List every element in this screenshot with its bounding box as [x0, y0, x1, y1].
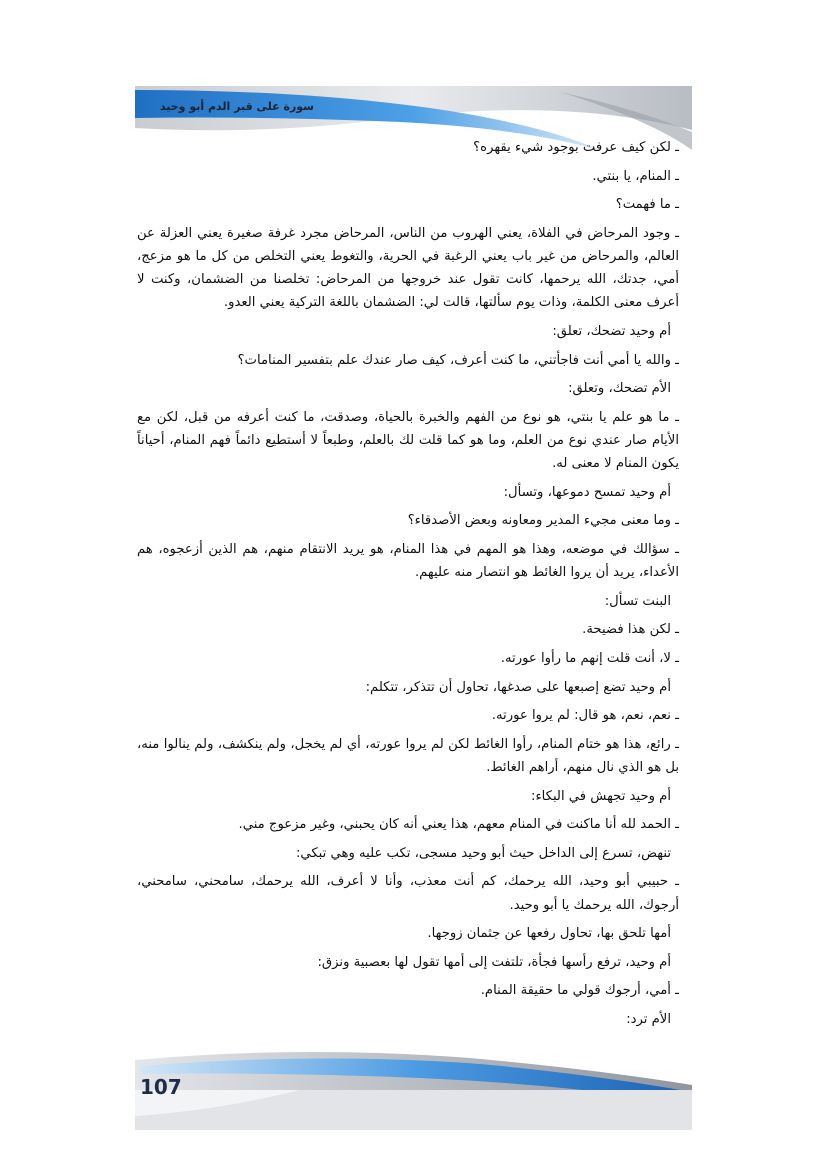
paragraph: ـ حبيبي أبو وحيد، الله يرحمك، كم أنت معذب، وأنا لا أعرف، الله يرحمك، سامحني، سامحني، أرجوك، الله يرحمك يا أبو وحيد. [137, 874, 679, 913]
paragraph: ـ سؤالك في موضعه، وهذا هو المهم في هذا المنام، هو يريد الانتقام منهم، هم الذين أزعجوه، هم الأعداء، يريد أن يروا الغائط هو انتصار منه عليهم. [137, 541, 679, 581]
paragraph: ـ رائع، هذا هو ختام المنام، رأوا الغائط لكن لم يروا عورته، أي لم يخجل، ولم ينكشف، ولم ينالوا منه، بل هو الذي نال منهم، أراهم الغائط. [137, 736, 679, 775]
paragraph: تنهض، تسرع إلى الداخل حيث أبو وحيد مسجى، تكب عليه وهي تبكي: [295, 845, 671, 861]
paragraph: الأم ترد: [626, 1011, 671, 1027]
paragraph: ـ ما فهمت؟ [615, 197, 679, 213]
running-header: سورة على قبر الدم أبو وحيد [159, 100, 314, 113]
paragraph: البنت تسأل: [604, 593, 671, 609]
paragraph: أم وحيد تضع إصبعها على صدغها، تحاول أن تتذكر، تتكلم: [365, 679, 671, 695]
paragraph: ـ لكن كيف عرفت بوجود شيء يقهره؟ [473, 140, 679, 155]
paragraph: ـ لكن هذا فضيحة. [582, 622, 679, 638]
paragraph: ـ الحمد لله أنا ماكنت في المنام معهم، هذا يعني أنه كان يحبني، وغير مزعوج مني. [238, 817, 679, 833]
footer-swoosh-decoration [0, 1030, 827, 1170]
body-text [137, 136, 689, 1036]
paragraph: ـ المنام، يا بنتي. [592, 168, 679, 184]
paragraph: أم وحيد تجهش في البكاء: [531, 788, 671, 804]
paragraph: ـ ما هو علم يا بنتي، هو نوع من الفهم والخبرة بالحياة، وصدقت، ما كنت أعرفه من قبل، لكن مع الأيام صار عندي نوع من العلم، وما هو كما قلت لك بالعلم، وطبعاً لا أستطيع دائماً فهم المنام، أحياناً يكون المنام لا معنى له. [137, 409, 679, 472]
paragraph: الأم تضحك، وتعلق: [568, 381, 671, 397]
paragraph: ـ نعم، نعم، هو قال: لم يروا عورته. [491, 708, 679, 724]
paragraph: أم وحيد، ترفع رأسها فجأة، تلتفت إلى أمها تقول لها بعصبية ونزق: [317, 954, 671, 970]
paragraph: ـ وما معنى مجيء المدير ومعاونه وبعض الأصدقاء؟ [407, 513, 679, 529]
paragraph: ـ والله يا أمي أنت فاجأتني، ما كنت أعرف، كيف صار عندك علم بتفسير المنامات؟ [237, 352, 679, 368]
paragraph: أم وحيد تضحك، تعلق: [552, 323, 671, 339]
paragraph: ـ لا، أنت قلت إنهم ما رأوا عورته. [500, 650, 679, 666]
paragraph: ـ أمي، أرجوك قولي ما حقيقة المنام. [480, 983, 679, 999]
paragraph: أم وحيد تمسح دموعها، وتسأل: [503, 484, 671, 500]
paragraph: ـ وجود المرحاض في الفلاة، يعني الهروب من الناس، المرحاض مجرد غرفة صغيرة يعني العزلة عن العالم، والمرحاض من غير باب يعني الرغبة في الحرية، والتغوط يعني التخلص من كل ما هو مزعج، أمي، جدتك، الله يرحمها، كانت تقول عند خروجها من المرحاض: تخلصنا من الضشمان، وكنت لا أعرف معنى الكلمة، وذات يوم سألتها، قالت لي: الضشمان باللغة التركية يعني العدو. [137, 225, 679, 311]
paragraph: أمها تلحق بها، تحاول رفعها عن جثمان زوجها. [427, 926, 671, 942]
page-number: 107 [140, 1075, 182, 1099]
